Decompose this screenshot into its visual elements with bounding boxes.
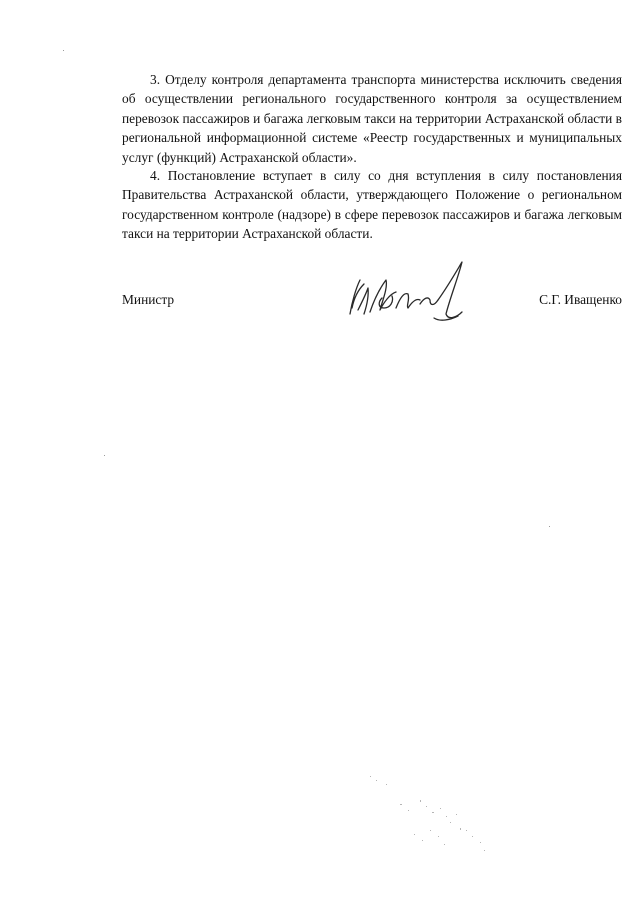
handwritten-signature [338, 258, 478, 330]
position-title: Министр [122, 292, 175, 307]
faded-stamp-trace [360, 770, 500, 860]
paragraph-4: 4. Постановление вступает в силу со дня вступления в силу постановления Правительства Астраханской области, утверждающего Положение о региональном государственном контроле (надзоре) в сфере перевозок пассажиров и багажа легковым такси на территории Астраханской области. [122, 168, 622, 242]
scan-speck [549, 526, 550, 527]
paragraph-3: 3. Отделу контроля департамента транспорта министерства исключить сведения об осуществлении регионального государственного контроля за осуществлением перевозок пассажиров и багажа легковым такси на территории Астраханской области в региональной информационной системе «Реестр государственных и муниципальных услуг (функций) Астраханской области». [122, 72, 622, 165]
signer-name: С.Г. Иващенко [539, 292, 622, 307]
scan-speck [63, 50, 64, 51]
scan-speck [104, 455, 105, 456]
